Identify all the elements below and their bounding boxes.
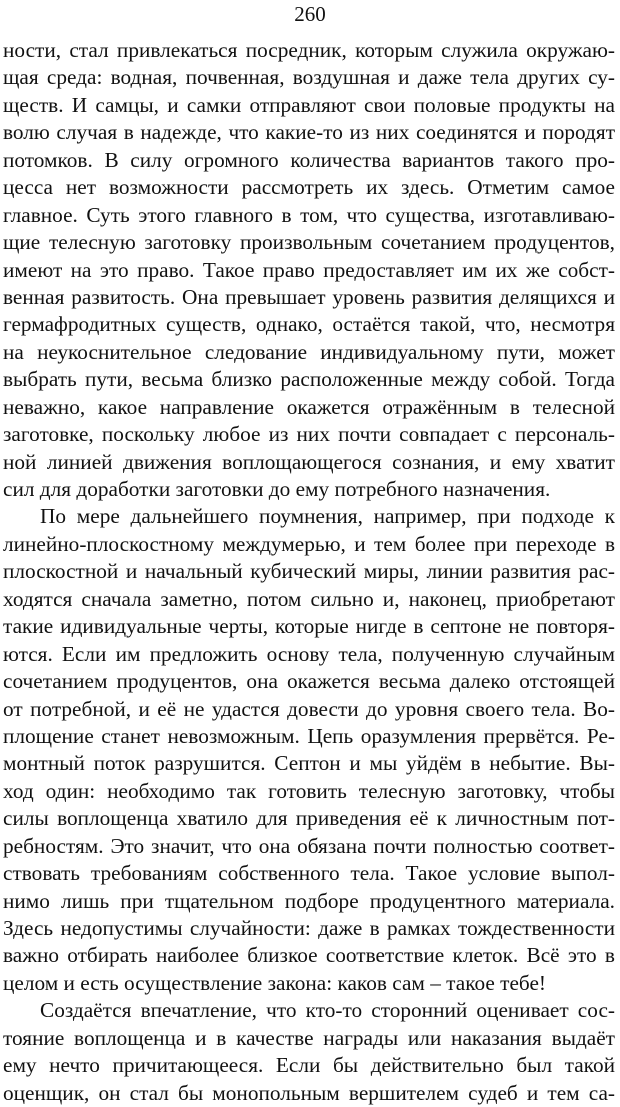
text-line: щие телесную заготовку произвольным сочетанием продуцентов, <box>3 230 615 255</box>
text-line: неважно, какое направление окажется отражённым в телесной <box>3 394 615 419</box>
text-line: потомков. В силу огромного количества вариантов такого про- <box>3 147 615 172</box>
text-line: сил для доработки заготовки до ему потребного назначения. <box>3 477 551 501</box>
text-line: ему нечто причитающееся. Если бы действительно был такой <box>3 1053 615 1078</box>
text-line: ществ. И самцы, и самки отправляют свои половые продукты на <box>3 92 615 117</box>
text-line: от потребной, и её не удастся довести до уровня своего тела. Во- <box>3 696 615 721</box>
text-line: сочетанием продуцентов, она окажется весьма далеко отстоящей <box>3 669 615 694</box>
text-line: имеют на это право. Такое право предоставляет им их же собст- <box>3 257 615 282</box>
text-line: Создаётся впечатление, что кто-то сторонний оценивает сос- <box>40 998 615 1023</box>
text-line: волю случая в надежде, что какие-то из них соединятся и породят <box>3 120 615 145</box>
text-line: ходятся сначала заметно, потом сильно и, наконец, приобретают <box>3 586 615 611</box>
text-line: заготовке, поскольку любое из них почти совпадает с персональ- <box>3 422 615 447</box>
text-line: ствовать требованиям собственного тела. Такое условие выпол- <box>3 861 615 886</box>
text-line: ются. Если им предложить основу тела, полученную случайным <box>3 641 615 666</box>
text-line: ности, стал привлекаться посредник, которым служила окружаю- <box>3 38 615 62</box>
text-line: ребностям. Это значит, что она обязана почти полностью соответ- <box>3 833 615 858</box>
text-line: главное. Суть этого главного в том, что существа, изготавливаю- <box>3 202 615 227</box>
text-line: монтный поток разрушится. Септон и мы уйдём в небытие. Вы- <box>3 751 615 776</box>
text-line: ной линией движения воплощающегося сознания, и ему хватит <box>3 449 615 474</box>
text-line: цесса нет возможности рассмотреть их здесь. Отметим самое <box>3 175 615 200</box>
text-line: Здесь недопустимы случайности: даже в рамках тождественности <box>3 916 615 940</box>
page-body-text <box>3 37 615 1107</box>
page-number: 260 <box>294 2 326 26</box>
text-line: тояние воплощенца и в качестве награды или наказания выдаёт <box>3 1025 615 1050</box>
text-line: нимо лишь при тщательном подборе продуцентного материала. <box>3 888 615 913</box>
text-line: плоскостной и начальный кубический миры, линии развития рас- <box>3 559 615 584</box>
text-line: венная развитость. Она превышает уровень развития делящихся и <box>3 284 615 309</box>
text-line: целом и есть осуществление закона: каков сам – такое тебе! <box>3 970 546 995</box>
text-line: оценщик, он стал бы монопольным вершителем судеб и тем са- <box>3 1080 615 1105</box>
text-line: По мере дальнейшего поумнения, например, при подходе к <box>40 504 615 529</box>
text-line: гермафродитных существ, однако, остаётся такой, что, несмотря <box>3 312 615 337</box>
text-line: площение станет невозможным. Цепь оразумления прервётся. Ре- <box>3 723 615 748</box>
text-line: важно отбирать наиболее близкое соответствие клеток. Всё это в <box>3 943 615 968</box>
text-line: такие идивидуальные черты, которые нигде в септоне не повторя- <box>3 614 615 639</box>
text-line: силы воплощенца хватило для приведения её к личностным пот- <box>3 806 615 831</box>
text-line: щая среда: водная, почвенная, воздушная и даже тела других су- <box>3 65 615 90</box>
text-line: линейно-плоскостному междумерью, и тем более при переходе в <box>3 531 615 556</box>
text-line: на неукоснительное следование индивидуальному пути, может <box>3 339 615 364</box>
text-line: выбрать пути, весьма близко расположенные между собой. Тогда <box>3 367 615 392</box>
text-line: ход один: необходимо так готовить телесную заготовку, чтобы <box>3 778 615 803</box>
